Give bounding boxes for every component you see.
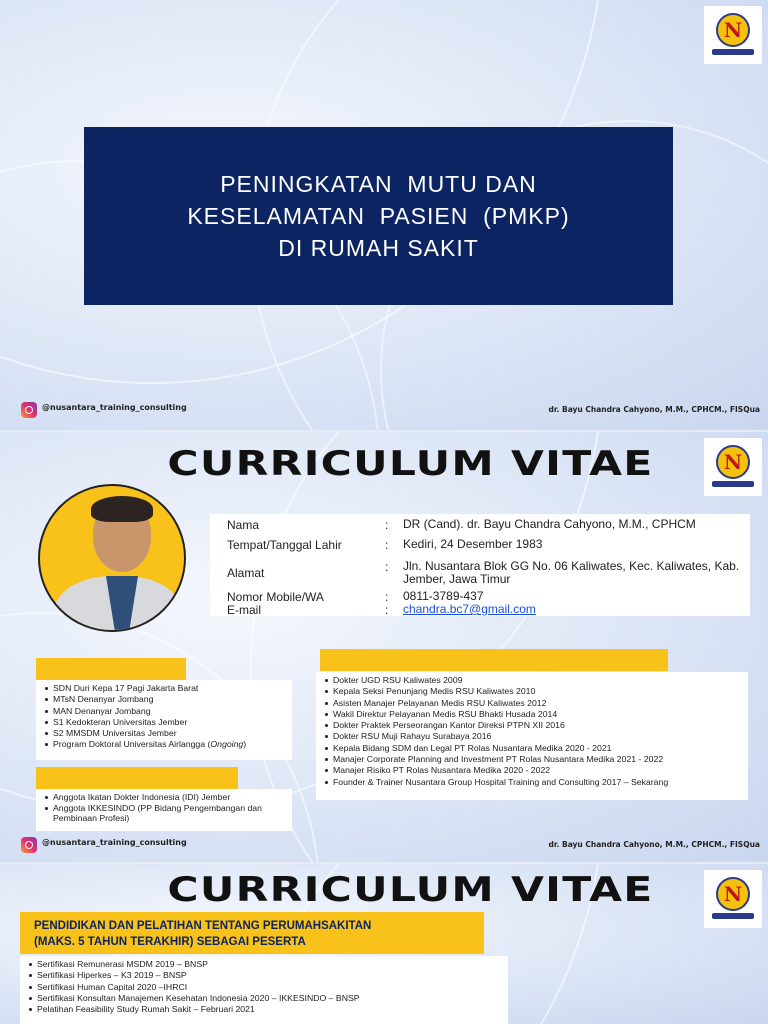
list-item: Founder & Trainer Nusantara Group Hospital Training and Consulting 2017 – Sekarang: [324, 777, 748, 788]
list-item: Sertifikasi Human Capital 2020 –IHRCI: [28, 982, 508, 993]
author-name: dr. Bayu Chandra Cahyono, M.M., CPHCM., FISQua: [548, 840, 760, 849]
training-list: [20, 956, 508, 1024]
slide-title: [0, 0, 768, 430]
author-name: dr. Bayu Chandra Cahyono, M.M., CPHCM., FISQua: [548, 405, 760, 414]
email-link[interactable]: chandra.bc7@gmail.com: [403, 602, 536, 616]
title-line-1: PENINGKATAN MUTU DAN: [220, 171, 537, 197]
slide-curriculum-vitae: N CURRICULUM VITAE Nama : DR (Cand). dr. Bayu Chandra Cahyono, M.M., CPHCM Tempat/Tanggal Lahir : Kediri, 24 Desember 1983 Alamat : Jln. Nusantara Blok GG No. 06 Kaliwates, Kec. Kaliwates, Kab. Jember, Jawa Timur Nomor Mobile/WA : 0811-3789-437 E-mail : chandra.bc7@gmail.com SDN Duri Kepa 17 Pagi Jakarta Barat MTsN Denanyar Jombang MAN Denanyar Jombang S1 Kedokteran Universitas Jember S2 MMSDM Universitas Jember Program Doktoral Universitas Airlangga (Ongoing) Anggota Ikatan Dokter Indonesia (IDI) Jember Anggota IKKESINDO (PP Bidang Pengembangan dan Pembinaan Profesi) Dokter UGD RSU Kaliwates 2009 Kepala Seksi Penunjang Medis RSU Kaliwates 2010 Asisten Manajer Pelayanan Medis RSU Kaliwates 2012 Wakil Direktur Pelayanan Medis RSU Bhakti Husada 2014 Dokter Praktek Perseorangan Kantor Direksi PTPN XII 2016 Dokter RSU Muji Rahayu Surabaya 2016 Kepala Bidang SDM dan Legal PT Rolas Nusantara Medika 2020 - 2021 Manajer Corporate Planning and Investment PT Rolas Nusantara Medika 2021 - 2022 Manajer Risiko PT Rolas Nusantara Medika 2020 - 2022 Founder & Trainer Nusantara Group Hospital Training and Consulting 2017 – Sekarang @nusantara_training_consulting dr. Bayu Chandra Cahyono, M.M., CPHCM., FISQua: [0, 432, 768, 862]
list-item: Dokter RSU Muji Rahayu Surabaya 2016: [324, 731, 748, 742]
list-item: Dokter Praktek Perseorangan Kantor Direksi PTPN XII 2016: [324, 720, 748, 731]
slide-footer: [0, 400, 768, 422]
list-item: MAN Denanyar Jombang: [44, 706, 292, 717]
list-item: Sertifikasi Hiperkes – K3 2019 – BNSP: [28, 970, 508, 981]
shield-icon: N: [716, 445, 750, 479]
slide-curriculum-vitae-training: [0, 864, 768, 1024]
presentation-title: [84, 127, 673, 305]
list-item: Kepala Bidang SDM dan Legal PT Rolas Nusantara Medika 2020 - 2021: [324, 743, 748, 754]
list-item: Wakil Direktur Pelayanan Medis RSU Bhakti Husada 2014: [324, 709, 748, 720]
instagram-handle: @nusantara_training_consulting: [42, 403, 187, 412]
list-item: MTsN Denanyar Jombang: [44, 694, 292, 705]
list-item: Kepala Seksi Penunjang Medis RSU Kaliwates 2010: [324, 686, 748, 697]
education-list: [36, 680, 292, 760]
list-item: Anggota Ikatan Dokter Indonesia (IDI) Jember: [44, 792, 262, 803]
list-item: Pelatihan Feasibility Study Rumah Sakit – Februari 2021: [28, 1004, 508, 1015]
list-item: Dokter UGD RSU Kaliwates 2009: [324, 675, 748, 686]
instagram-icon: [21, 402, 37, 418]
list-item: S2 MMSDM Universitas Jember: [44, 728, 292, 739]
list-item: Manajer Corporate Planning and Investment PT Rolas Nusantara Medika 2021 - 2022: [324, 754, 748, 765]
education-header-bar: [36, 658, 186, 680]
list-item: SDN Duri Kepa 17 Pagi Jakarta Barat: [44, 683, 292, 694]
list-item: Program Doktoral Universitas Airlangga (Ongoing): [44, 739, 292, 750]
experience-header-bar: [320, 649, 668, 671]
title-line-3: DI RUMAH SAKIT: [278, 235, 479, 261]
organization-header-bar: [36, 767, 238, 789]
training-heading: PENDIDIKAN DAN PELATIHAN TENTANG PERUMAHSAKITAN (MAKS. 5 TAHUN TERAKHIR) SEBAGAI PESERTA: [20, 912, 484, 954]
list-item: Sertifikasi Konsultan Manajemen Kesehatan Indonesia 2020 – IKKESINDO – BNSP: [28, 993, 508, 1004]
list-item: Manajer Risiko PT Rolas Nusantara Medika 2020 - 2022: [324, 765, 748, 776]
list-item: Asisten Manajer Pelayanan Medis RSU Kaliwates 2012: [324, 698, 748, 709]
organization-list: [36, 789, 292, 831]
cv-title: CURRICULUM VITAE: [167, 444, 654, 484]
list-item: Sertifikasi Remunerasi MSDM 2019 – BNSP: [28, 959, 508, 970]
nusantara-logo: [704, 438, 762, 496]
list-item: Anggota IKKESINDO (PP Bidang Pengembangan dan Pembinaan Profesi): [44, 803, 262, 823]
title-line-2: KESELAMATAN PASIEN (PMKP): [187, 203, 570, 229]
list-item: S1 Kedokteran Universitas Jember: [44, 717, 292, 728]
cv-title: CURRICULUM VITAE: [167, 870, 654, 910]
experience-list: [316, 672, 748, 800]
nusantara-logo: [704, 870, 762, 928]
shield-icon: N: [716, 13, 750, 47]
nusantara-logo: [704, 6, 762, 64]
profile-photo: [38, 484, 186, 632]
shield-icon: N: [716, 877, 750, 911]
slide-footer: [0, 835, 768, 857]
instagram-handle: @nusantara_training_consulting: [42, 838, 187, 847]
instagram-icon: [21, 837, 37, 853]
